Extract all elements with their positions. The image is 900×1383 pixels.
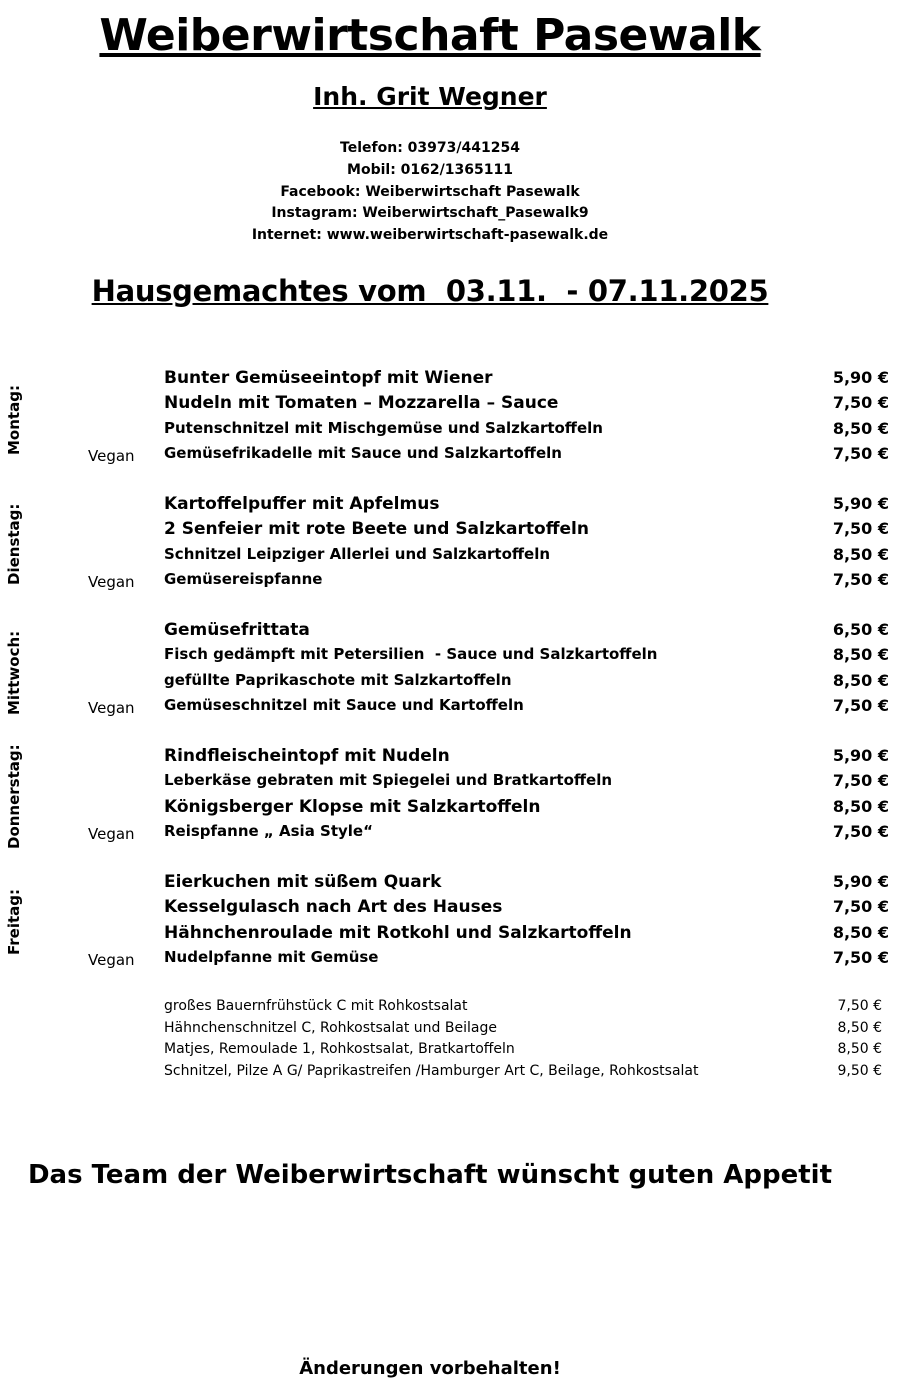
contact-website: Internet: www.weiberwirtschaft-pasewalk.de (251, 227, 609, 244)
dish-price: 7,50 € (832, 393, 889, 413)
standing-dish-row (0, 1020, 900, 1042)
day-label-5: Freitag: (5, 888, 23, 955)
dish-row (0, 444, 900, 469)
dish-price: 7,50 € (832, 771, 889, 791)
owner-line: Inh. Grit Wegner (313, 82, 547, 111)
vegan-tag: Vegan (88, 824, 135, 843)
dish-name: Hähnchenroulade mit Rotkohl und Salzkartoffeln (164, 922, 632, 943)
day-label-1: Montag: (5, 385, 23, 455)
closing-message: Das Team der Weiberwirtschaft wünscht guten Appetit (27, 1160, 833, 1190)
dish-name: Reispfanne „ Asia Style“ (164, 821, 373, 840)
standing-dish-row (0, 1063, 900, 1085)
dish-name: Kartoffelpuffer mit Apfelmus (164, 494, 440, 514)
dish-name: Königsberger Klopse mit Salzkartoffeln (164, 796, 541, 817)
standing-dish-name: Schnitzel, Pilze A G/ Paprikastreifen /Hamburger Art C, Beilage, Rohkostsalat (164, 1063, 699, 1080)
dish-name: Gemüsereispfanne (164, 569, 323, 588)
contact-block (0, 138, 860, 247)
dish-row (0, 645, 900, 670)
dish-row (0, 393, 900, 418)
contact-mobile: Mobil: 0162/1365111 (347, 161, 513, 178)
dish-row (0, 797, 900, 822)
vegan-tag: Vegan (88, 572, 135, 591)
dish-name: Gemüsefrittata (164, 620, 310, 640)
contact-facebook: Facebook: Weiberwirtschaft Pasewalk (280, 183, 580, 200)
dish-row (0, 746, 900, 771)
dish-price: 6,50 € (832, 620, 889, 639)
dish-price: 8,50 € (832, 670, 889, 690)
dish-row (0, 948, 900, 973)
dish-row (0, 494, 900, 519)
dish-price: 5,90 € (832, 368, 889, 387)
dish-name: Leberkäse gebraten mit Spiegelei und Bratkartoffeln (164, 771, 613, 790)
dish-name: Bunter Gemüseeintopf mit Wiener (164, 368, 493, 388)
dish-row (0, 771, 900, 796)
dish-name: Putenschnitzel mit Mischgemüse und Salzkartoffeln (164, 418, 603, 437)
dish-name: Gemüseschnitzel mit Sauce und Kartoffeln (164, 695, 524, 714)
standing-dish-row (0, 1041, 900, 1063)
dish-price: 7,50 € (832, 443, 889, 463)
dish-row (0, 671, 900, 696)
standing-dish-name: Matjes, Remoulade 1, Rohkostsalat, Bratkartoffeln (164, 1041, 515, 1058)
dish-row (0, 696, 900, 721)
dish-row (0, 897, 900, 922)
dish-row (0, 620, 900, 645)
dish-price: 7,50 € (832, 947, 889, 967)
dish-row (0, 822, 900, 847)
standing-dish-price: 9,50 € (837, 1063, 882, 1080)
dish-name: Eierkuchen mit süßem Quark (164, 872, 442, 892)
dish-row (0, 570, 900, 595)
dish-name: Fisch gedämpft mit Petersilien - Sauce und Salzkartoffeln (164, 645, 658, 664)
dish-name: Gemüsefrikadelle mit Sauce und Salzkartoffeln (164, 443, 562, 462)
standing-dish-price: 8,50 € (837, 1019, 882, 1036)
standing-dish-name: großes Bauernfrühstück C mit Rohkostsalat (164, 998, 468, 1014)
day-label-4: Donnerstag: (5, 744, 23, 849)
day-label-2: Dienstag: (5, 503, 23, 585)
dish-price: 5,90 € (832, 494, 889, 513)
dish-row (0, 419, 900, 444)
dish-name: Nudelpfanne mit Gemüse (164, 947, 379, 966)
dish-price: 8,50 € (832, 544, 889, 564)
dish-name: Schnitzel Leipziger Allerlei und Salzkartoffeln (164, 544, 551, 563)
standing-dish-name: Hähnchenschnitzel C, Rohkostsalat und Beilage (164, 1019, 497, 1036)
dish-name: Nudeln mit Tomaten – Mozzarella – Sauce (164, 393, 559, 414)
dish-price: 8,50 € (832, 922, 889, 942)
dish-price: 5,90 € (832, 872, 889, 891)
dish-name: 2 Senfeier mit rote Beete und Salzkartoffeln (164, 519, 589, 540)
dish-price: 7,50 € (832, 695, 889, 715)
dish-price: 7,50 € (832, 569, 889, 589)
dish-row (0, 519, 900, 544)
dish-name: gefüllte Paprikaschote mit Salzkartoffeln (164, 670, 512, 689)
contact-instagram: Instagram: Weiberwirtschaft_Pasewalk9 (271, 205, 589, 222)
dish-price: 8,50 € (832, 645, 889, 665)
changes-note: Änderungen vorbehalten! (299, 1358, 561, 1379)
day-label-3: Mittwoch: (5, 630, 23, 715)
dish-price: 7,50 € (832, 897, 889, 917)
week-heading: Hausgemachtes vom 03.11. - 07.11.2025 (91, 274, 769, 308)
standing-dish-price: 7,50 € (837, 998, 882, 1014)
vegan-tag: Vegan (88, 446, 135, 465)
dish-price: 7,50 € (832, 519, 889, 539)
contact-phone: Telefon: 03973/441254 (340, 140, 520, 156)
dish-row (0, 368, 900, 393)
dish-price: 7,50 € (832, 821, 889, 841)
dish-price: 5,90 € (832, 746, 889, 765)
dish-row (0, 872, 900, 897)
dish-row (0, 923, 900, 948)
dish-name: Rindfleischeintopf mit Nudeln (164, 746, 450, 766)
dish-name: Kesselgulasch nach Art des Hauses (164, 897, 503, 918)
dish-price: 8,50 € (832, 418, 889, 438)
standing-dish-row (0, 998, 900, 1020)
vegan-tag: Vegan (88, 698, 135, 717)
dish-price: 8,50 € (832, 796, 889, 816)
restaurant-title: Weiberwirtschaft Pasewalk (99, 10, 761, 61)
vegan-tag: Vegan (88, 950, 135, 969)
dish-row (0, 545, 900, 570)
standing-dish-price: 8,50 € (837, 1041, 882, 1058)
